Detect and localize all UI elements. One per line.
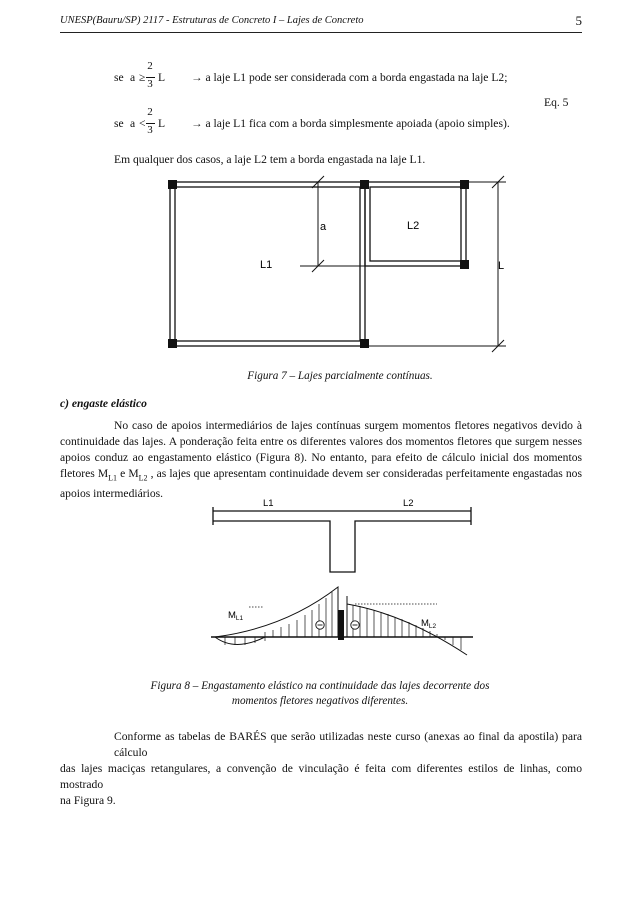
page-header <box>60 14 582 33</box>
cond1-var: a <box>130 71 136 84</box>
cond2-var: a <box>130 117 136 130</box>
caption-line: Figura 8 – Engastamento elástico na continuidade das lajes decorrente dos <box>150 680 490 692</box>
cond2-numerator: 2 <box>147 106 153 118</box>
paragraph-line: na Figura 9. <box>60 794 116 807</box>
moment-curve-l2 <box>347 604 467 655</box>
header-title: UNESP(Bauru/SP) 2117 - Estruturas de Concreto I – Lajes de Concreto <box>60 15 364 26</box>
paragraph-engaste-elastico <box>60 418 582 502</box>
dimension-a <box>300 176 365 272</box>
cond1-numerator: 2 <box>147 60 153 72</box>
inline-text: fletores M <box>60 467 109 480</box>
paragraph-line: continuidade das lajes. A ponderação feita entre os diferentes valores dos momentos fletores que surgem nesses <box>60 435 582 448</box>
subscript: L1 <box>108 473 118 483</box>
dimension-l <box>365 176 506 352</box>
cond1-prefix: se <box>114 71 124 84</box>
slab-l2-label: L2 <box>407 220 420 232</box>
cond2-prefix: se <box>114 117 124 130</box>
inline-text: , as lajes que apresentam continuidade devem ser consideradas perfeitamente engastadas nos <box>147 467 582 480</box>
cond2-unit: L <box>158 117 166 130</box>
cond2-operator: < <box>139 117 146 130</box>
column-marker <box>168 180 177 189</box>
cond2-text: → a laje L1 fica com a borda simplesmente apoiada (apoio simples). <box>191 117 510 130</box>
paragraph-line <box>60 466 582 486</box>
moment-hatch-l2 <box>353 605 461 650</box>
column-marker <box>360 339 369 348</box>
page-number: 5 <box>575 13 582 28</box>
equation-label: Eq. 5 <box>544 96 569 109</box>
section-c-heading: c) engaste elástico <box>60 397 147 410</box>
slab-beam-section <box>213 507 471 572</box>
dimension-a-label: a <box>320 221 327 233</box>
column-marker <box>460 180 469 189</box>
paragraph-line: apoios conduz ao engastamento elástico (Figura 8). No entanto, para efeito de cálculo inicial dos momentos <box>60 451 582 464</box>
cond1-denominator: 3 <box>147 78 153 90</box>
moment-symbol: M <box>421 618 429 629</box>
figure-7-diagram <box>160 172 520 358</box>
moment-curve-l1-sag <box>215 637 265 645</box>
support-block <box>338 610 344 640</box>
subscript: L2 <box>138 473 148 483</box>
figure-8-diagram <box>205 496 480 676</box>
moment-subscript: L1 <box>235 615 244 622</box>
slab-l1-label: L1 <box>260 259 273 271</box>
figure-8-caption <box>120 679 520 709</box>
slab-l2-label: L2 <box>403 498 414 509</box>
dimension-l-label: L <box>498 260 505 272</box>
caption-line: momentos fletores negativos diferentes. <box>231 695 409 707</box>
column-marker <box>460 260 469 269</box>
moment-symbol: M <box>228 610 236 621</box>
moment-ml2-label <box>421 618 437 630</box>
cond2-denominator: 3 <box>147 124 153 136</box>
cond1-text: → a laje L1 pode ser considerada com a borda engastada na laje L2; <box>191 71 508 84</box>
moment-ml1-label <box>228 610 244 622</box>
paragraph-any-case: Em qualquer dos casos, a laje L2 tem a borda engastada na laje L1. <box>114 153 426 166</box>
column-marker <box>360 180 369 189</box>
cond1-unit: L <box>158 71 166 84</box>
figure-7-caption: Figura 7 – Lajes parcialmente contínuas. <box>247 370 433 382</box>
paragraph-line: das lajes maciças retangulares, a convenção de vinculação é feita com diferentes estilos de linhas, como mostrado <box>60 762 582 791</box>
paragraph-line: Conforme as tabelas de BARÉS que serão utilizadas neste curso (anexas ao final da apostila) para cálculo <box>114 730 582 759</box>
column-marker <box>168 339 177 348</box>
paragraph-line: No caso de apoios intermediários de lajes contínuas surgem momentos fletores negativos devido à <box>114 419 582 432</box>
paragraph-line: apoios intermediários. <box>60 487 164 501</box>
cond1-operator: ≥ <box>139 71 146 84</box>
paragraph-bares <box>60 729 582 809</box>
moment-subscript: L2 <box>428 623 437 630</box>
inline-text: e M <box>117 467 139 480</box>
slab-l1-label: L1 <box>263 498 274 509</box>
